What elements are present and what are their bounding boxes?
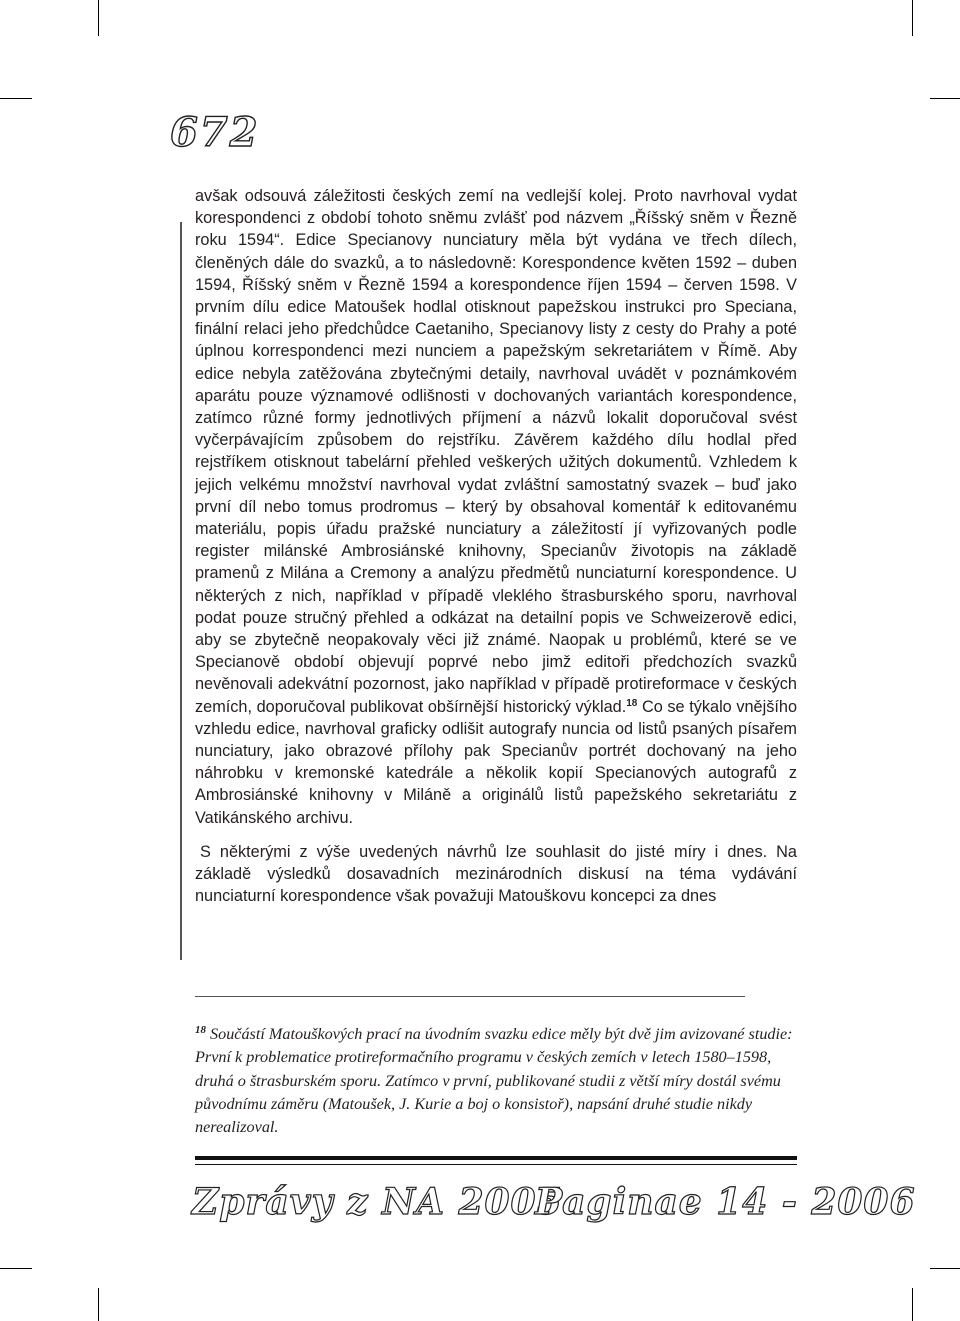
crop-mark-bottom-right-vertical (912, 1288, 913, 1321)
footer-rule-thick (195, 1156, 797, 1160)
footer-rule-thin (195, 1164, 797, 1165)
crop-mark-bottom-left-vertical (98, 1288, 99, 1321)
crop-mark-top-right-horizontal (930, 98, 960, 99)
paragraph (195, 185, 797, 829)
footnote (195, 1023, 795, 1139)
margin-rule (180, 222, 182, 960)
paragraph-text: avšak odsouvá záležitosti českých zemí na vedlejší kolej. Proto navrhoval vydat korespondenci z období tohoto sněmu zvlášť pod názvem „Říšský sněm v Řezně roku 1594“. Edice Specianovy nunciatury měla být vydána ve třech dílech, členěných dále do svazků, a to následovně: Korespondence květen 1592 – duben 1594, Říšský sněm v Řezně 1594 a korespondence říjen 1594 – červen 1598. V prvním dílu edice Matoušek hodlal otisknout papežskou instrukci pro Speciana, finální relaci jeho předchůdce Caetaniho, Specianovy listy z cesty do Prahy a poté úplnou korrespondenci mezi nunciem a papežským sekretariátem v Římě. Aby edice nebyla zatěžována zbytečnými detaily, navrhoval uvádět v poznámkovém aparátu pouze významové odlišnosti v dochovaných variantách korespondence, zatímco různé formy jednotlivých příjmení a názvů lokalit doporučoval svést vyčerpávajícím způsobem do rejstříku. Závěrem každého dílu hodlal před rejstříkem otisknout tabelární přehled veškerých užitých dokumentů. Vzhledem k jejich velkému množství navrhoval vydat zvláštní samostatný svazek – buď jako první díl nebo tomus prodromus – který by obsahoval komentář k editovanému materiálu, popis úřadu pražské nunciatury a záležitostí jí vyřizovaných podle register milánské Ambrosiánské knihovny, Specianův životopis na základě pramenů z Milána a Cremony a analýzu předmětů nunciaturní korespondence. U některých z nich, například v případě vleklého štrasburského sporu, navrhoval podat pouze stručný přehled a odkázat na detailní popis ve Schweizerově edici, aby se zbytečně neopakovaly věci již známé. Naopak u problémů, které se ve Specianově období objevují poprvé nebo jimž editoři předchozích svazků nevěnovali adekvátní pozornost, jako například v případě protireformace v českých zemích, doporučoval publikovat obšírnější historický výklad. (195, 187, 797, 716)
footnote-reference[interactable]: 18 (626, 697, 638, 709)
crop-mark-top-left-vertical (98, 0, 99, 36)
crop-mark-bottom-left-horizontal (0, 1268, 32, 1269)
footer-series-title: Paginae 14 - 2006 (535, 1181, 916, 1223)
crop-mark-bottom-right-horizontal (930, 1268, 960, 1269)
page-number: 672 (170, 109, 260, 156)
footnote-separator (195, 996, 745, 997)
footnote-text: Součástí Matouškových prací na úvodním svazku edice měly být dvě jim avizované studie: První k problematice protireformačního programu v českých zemích v letech 1580–1598, druhá o štrasburském sporu. Zatímco v první, publikované studii z větší míry dostál svému původnímu záměru (Matoušek, J. Kurie a boj o konsistoř), napsání druhé studie nikdy nerealizoval. (195, 1025, 793, 1137)
paragraph: S některými z výše uvedených návrhů lze souhlasit do jisté míry i dnes. Na základě výsledků dosavadních mezinárodních diskusí na téma vydávání nunciaturní korespondence však považuji Matouškovu koncepci za dnes (195, 842, 797, 906)
crop-mark-top-left-horizontal (0, 98, 32, 99)
paragraph-text-continued: Co se týkalo vnějšího vzhledu edice, navrhoval graficky odlišit autografy nuncia od listů psaných písařem nunciatury, jako obrazové přílohy pak Specianův portrét dochovaný na jeho náhrobku v kremonské katedrále a několik kopií Specianových autografů z Ambrosiánské knihovny v Miláně a originálů listů papežského sekretariátu z Vatikánského archivu. (195, 697, 797, 827)
crop-mark-top-right-vertical (912, 0, 913, 36)
footer-journal-title: Zprávy z NA 2005 (192, 1181, 563, 1223)
footnote-number: 18 (195, 1024, 206, 1036)
body-text (195, 185, 797, 908)
